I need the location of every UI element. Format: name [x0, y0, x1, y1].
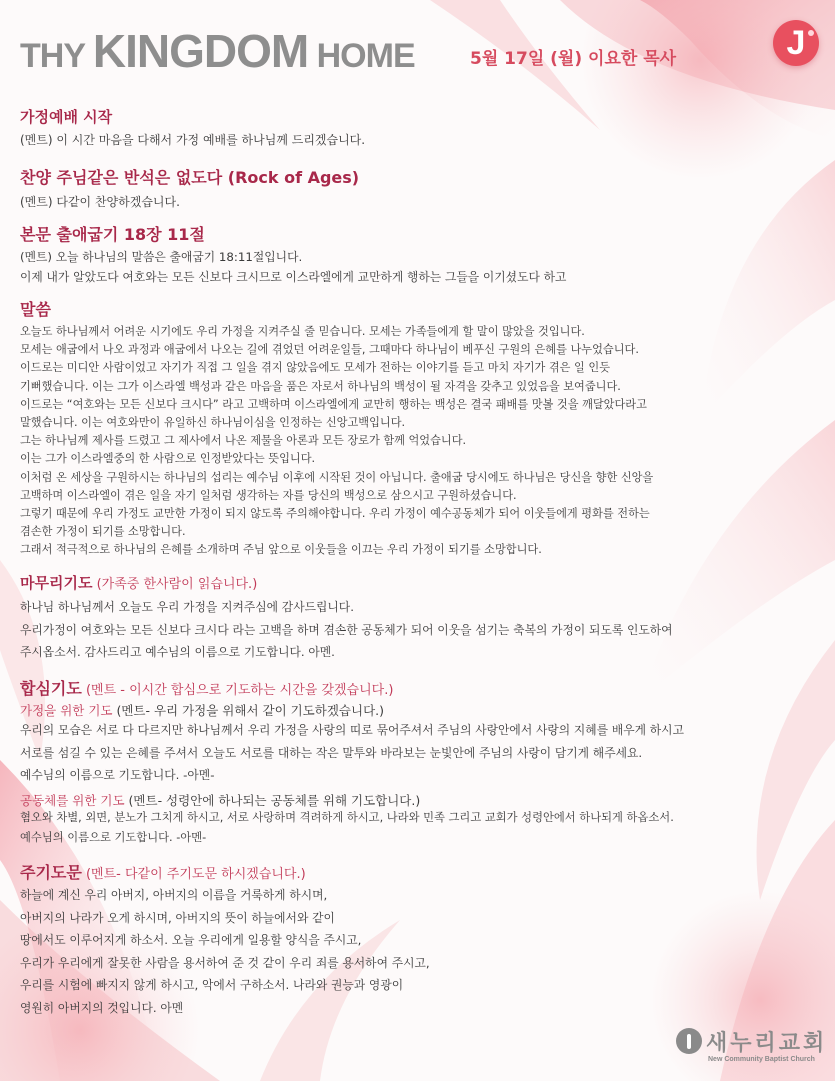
lords-prayer-text [20, 884, 820, 1019]
church-name-english: New Community Baptist Church [708, 1056, 815, 1063]
unison-prayer-title: 합심기도 [20, 679, 82, 698]
text-line: 하나님 하나님께서 오늘도 우리 가정을 지켜주심에 감사드립니다. [20, 600, 354, 614]
lords-prayer-title: 주기도문 [20, 863, 82, 882]
text-line: 고백하며 이스라엘이 겪은 일을 자기 일처럼 생각하는 자를 당신의 백성으로 삼으시고 구원하셨습니다. [20, 488, 517, 502]
logo-dot [808, 30, 814, 36]
family-prayer-heading [20, 701, 384, 719]
text-line: 겸손한 가정이 되기를 소망합니다. [20, 525, 186, 539]
hymn-ment [20, 193, 820, 211]
text-line: 영원히 아버지의 것입니다. 아멘 [20, 1000, 184, 1015]
text-line: (멘트) 오늘 하나님의 말씀은 출애굽기 18:11절입니다. [20, 250, 303, 264]
closing-prayer-note: (가족중 한사람이 읽습니다.) [92, 577, 258, 592]
text-line: 예수님의 이름으로 기도합니다. -아멘- [20, 768, 215, 782]
church-emblem-icon [676, 1028, 702, 1054]
text-line: 이처럼 온 세상을 구원하시는 하나님의 섭리는 예수님 이후에 시작된 것이 아닙니다. 출애굽 당시에도 하나님은 당신을 향한 신앙을 [20, 470, 654, 484]
community-prayer-label: 공동체를 위한 기도 [20, 793, 125, 808]
sermon-text [20, 323, 820, 560]
church-logo [676, 1026, 826, 1070]
closing-prayer-title: 마무리기도 [20, 574, 93, 592]
text-line: 그는 하나님께 제사를 드렸고 그 제사에서 나온 제물을 아론과 모든 장로가 함께 억었습니다. [20, 434, 467, 448]
text-line: 이는 그가 이스라엘중의 한 사람으로 인정받았다는 뜻입니다. [20, 452, 316, 466]
text-line: 서로를 섬길 수 있는 은혜를 주셔서 오늘도 서로를 대하는 작은 말투와 바라보는 눈빛안에 주님의 사랑이 담기게 해주세요. [20, 745, 643, 760]
community-prayer-text [20, 808, 820, 849]
j-logo-icon [773, 20, 819, 66]
community-prayer-note: (멘트- 성령안에 하나되는 공동체를 위해 기도합니다.) [124, 793, 421, 808]
date-preacher: 5월 17일 (월) 이요한 목사 [470, 49, 677, 69]
text-line: 우리를 시험에 빠지지 않게 하시고, 악에서 구하소서. 나라와 권능과 영광이 [20, 978, 404, 992]
family-prayer-note: (멘트- 우리 가정을 위해서 같이 기도하겠습니다.) [112, 703, 384, 718]
text-line: 우리가정이 여호와는 모든 신보다 크시다 라는 고백을 하며 겸손한 공동체가 되어 이웃을 섬기는 축복의 가정이 되도록 인도하여 [20, 622, 673, 637]
lords-prayer-note: (멘트- 다같이 주기도문 하시겠습니다.) [81, 867, 306, 882]
text-line: 말했습니다. 이는 여호와만이 유일하신 하나님이심을 인정하는 신앙고백입니다. [20, 416, 406, 430]
section-heading-scripture: 본문 출애굽기 18장 11절 [20, 225, 205, 244]
text-line: 우리의 모습은 서로 다 다르지만 하나님께서 우리 가정을 사랑의 띠로 묶어주셔서 주님의 사랑안에서 사랑의 지혜를 배우게 하시고 [20, 723, 684, 737]
text-line: 그래서 적극적으로 하나님의 은혜를 소개하며 주님 앞으로 이웃들을 이끄는 우리 가정이 되기를 소망합니다. [20, 543, 542, 557]
text-line: 모세는 애굽에서 나오 과정과 애굽에서 나오는 길에 겪었던 어려운일들, 그때마다 하나님이 베푸신 구원의 은혜를 나누었습니다. [20, 343, 639, 357]
section-heading-lords-prayer [20, 860, 306, 883]
text-line: 하늘에 계신 우리 아버지, 아버지의 이름을 거룩하게 하시며, [20, 888, 328, 902]
section-heading-hymn: 찬양 주님같은 반석은 없도다 (Rock of Ages) [20, 168, 360, 187]
text-line: 오늘도 하나님께서 어려운 시기에도 우리 가정을 지켜주실 줄 믿습니다. 모세는 가족들에게 할 말이 많았을 것입니다. [20, 325, 585, 338]
text-line: (멘트) 이 시간 마음을 다해서 가정 예배를 하나님께 드리겠습니다. [20, 133, 366, 147]
family-prayer-text [20, 719, 820, 787]
text-line: 혐오와 차별, 외면, 분노가 그치게 하시고, 서로 사랑하며 격려하게 하시고, 나라와 민족 그리고 교회가 성령안에서 하나되게 하옵소서. [20, 811, 674, 824]
text-line: 우리가 우리에게 잘못한 사람을 용서하여 준 것 같이 우리 죄를 용서하여 주시고, [20, 955, 430, 970]
closing-prayer-text [20, 596, 820, 664]
section-heading-sermon: 말씀 [20, 300, 51, 319]
community-prayer-heading [20, 791, 420, 809]
church-name: 새누리교회 [706, 1031, 828, 1056]
title-part-home: HOME [308, 37, 415, 75]
text-line: 이제 내가 알았도다 여호와는 모든 신보다 크시므로 이스라엘에게 교만하게 행하는 그들을 이기셨도다 하고 [20, 270, 567, 284]
logo-letter: J [786, 24, 806, 62]
text-line: 이드로는 “여호와는 모든 신보다 크시다” 라고 고백하며 이스라엘에게 교만히 행하는 백성은 결국 패배를 맛볼 것을 깨달았다라고 [20, 397, 647, 411]
page-title [20, 24, 415, 78]
unison-prayer-note: (멘트 - 이시간 합심으로 기도하는 시간을 갖겠습니다.) [81, 683, 394, 698]
opening-ment [20, 131, 820, 149]
text-line: 땅에서도 이루어지게 하소서. 오늘 우리에게 일용할 양식을 주시고, [20, 933, 362, 947]
title-part-thy: THY [20, 37, 93, 75]
text-line: 그렇기 때문에 우리 가정도 교만한 가정이 되지 않도록 주의해야합니다. 우리 가정이 예수공동체가 되어 이웃들에게 평화를 전하는 [20, 507, 650, 521]
text-line: 기뻐했습니다. 이는 그가 이스라엘 백성과 같은 마음을 품은 자로서 하나님의 백성이 될 자격을 갖추고 있었음을 보여줍니다. [20, 379, 621, 393]
scripture-text [20, 247, 820, 287]
section-heading-unison-prayer [20, 676, 393, 699]
section-heading-opening: 가정예배 시작 [20, 108, 113, 126]
family-prayer-label: 가정을 위한 기도 [20, 703, 113, 718]
text-line: 아버지의 나라가 오게 하시며, 아버지의 뜻이 하늘에서와 같이 [20, 910, 335, 925]
text-line: (멘트) 다같이 찬양하겠습니다. [20, 195, 180, 209]
title-part-kingdom: KINGDOM [92, 25, 309, 77]
text-line: 주시옵소서. 감사드리고 예수님의 이름으로 기도합니다. 아멘. [20, 645, 335, 659]
text-line: 예수님의 이름으로 기도합니다. -아멘- [20, 831, 207, 845]
section-heading-closing-prayer [20, 572, 257, 593]
text-line: 이드로는 미디안 사람이었고 자기가 직접 그 일을 겪지 않았음에도 모세가 전하는 이야기를 듣고 마치 자기가 겪은 일 인듯 [20, 361, 611, 375]
